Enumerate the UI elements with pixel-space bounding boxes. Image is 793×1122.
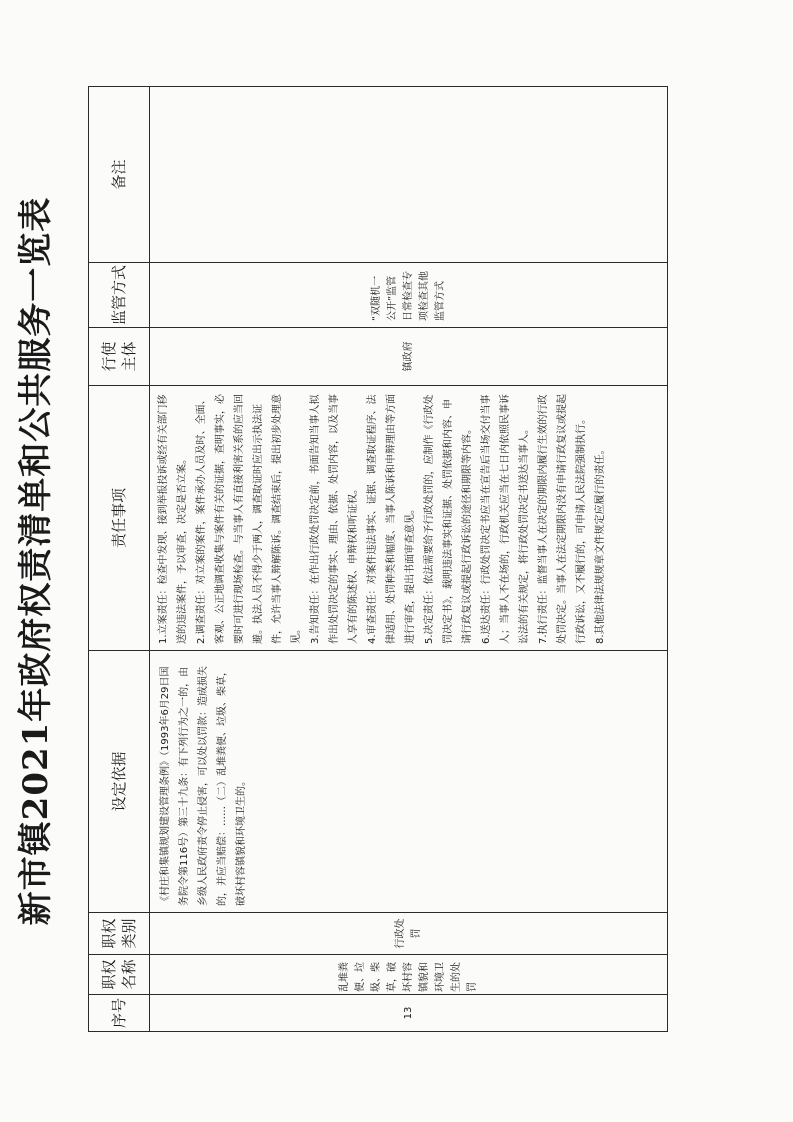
duty-item: 4.审查责任：对案件违法事实、证据、调查取证程序、法律适用、处罚种类和幅度、当事人陈诉和申辩理由等方面进行审查，提出书面审查意见。: [367, 394, 416, 644]
table-row: [150, 87, 668, 1032]
header-row: [89, 87, 150, 1032]
row-duties: [150, 386, 668, 651]
row-power-name: 乱堆粪便、垃圾、柴草，破坏村容镇貌和环境卫生的处罚: [150, 955, 668, 995]
header-subject: 行使 主体: [89, 328, 150, 386]
row-seq: 13: [150, 995, 668, 1032]
duty-item: 3.告知责任：在作出行政处罚决定前，书面告知当事人拟作出处罚决定的事实、理由、依据、处罚内容，以及当事人享有的陈述权、申辩权和听证权。: [310, 394, 359, 644]
row-note: [150, 87, 668, 263]
header-seq: 序号: [89, 995, 150, 1032]
row-subject: 镇政府: [150, 328, 668, 386]
duty-item: 1.立案责任：检查中发现、接到举报投诉或经有关部门移送的违法案件，予以审查，决定是否立案。: [158, 394, 188, 644]
duty-item: 7.执行责任：监督当事人在决定的期限内履行生效的行政处罚决定。当事人在法定期限内没有申请行政复议或提起行政诉讼，又不履行的，可申请人民法院强制执行。: [538, 394, 587, 644]
duty-item: 8.其他法律法规规章文件规定应履行的责任。: [595, 444, 606, 644]
header-category: 职权 类别: [89, 913, 150, 955]
header-supervision: 监管方式: [89, 263, 150, 328]
row-power-category: 行政处罚: [150, 913, 668, 955]
power-list-table: [88, 86, 668, 1032]
header-basis: 设定依据: [89, 651, 150, 913]
duty-item: 6.送达责任：行政处罚决定书应当在宣告后当场交付当事人；当事人不在场的，行政机关应当在七日内依照民事诉讼法的有关规定，将行政处罚决定书送达当事人。: [481, 394, 530, 644]
header-name: 职权 名称: [89, 955, 150, 995]
header-duty: 责任事项: [89, 386, 150, 651]
duty-item: 2.调查责任：对立案的案件，案件承办人员及时、全面、客观、公正地调查收集与案件有关的证据，查明事实，必要时可进行现场检查。与当事人有直接利害关系的应当回避。执法人员不得少于两人，调查取证时应出示执法证件，允许当事人辩解陈诉。调查结束后，提出初步处理意见。: [196, 394, 302, 644]
header-note: 备注: [89, 87, 150, 263]
page-title: 新市镇2021年政府权责清单和公共服务一览表: [16, 196, 56, 926]
row-legal-basis: 《村庄和集镇规划建设管理条例》（1993年6月29日国务院令第116号）第三十九条：有下列行为之一的，由乡级人民政府责令停止侵害，可以处以罚款：造成损失的，并应当赔偿：……（二）乱堆粪便、垃圾、柴草，破坏村容镇貌和环境卫生的。: [150, 651, 668, 913]
row-supervision: “双随机一公开”监管日常检查专项检查其他监管方式: [150, 263, 668, 328]
duty-item: 5.决定责任：依法需要给予行政处罚的，应制作《行政处罚决定书》，载明违法事实和证据、处罚依据和内容、申请行政复议或提起行政诉讼的途径和期限等内容。: [424, 394, 473, 644]
